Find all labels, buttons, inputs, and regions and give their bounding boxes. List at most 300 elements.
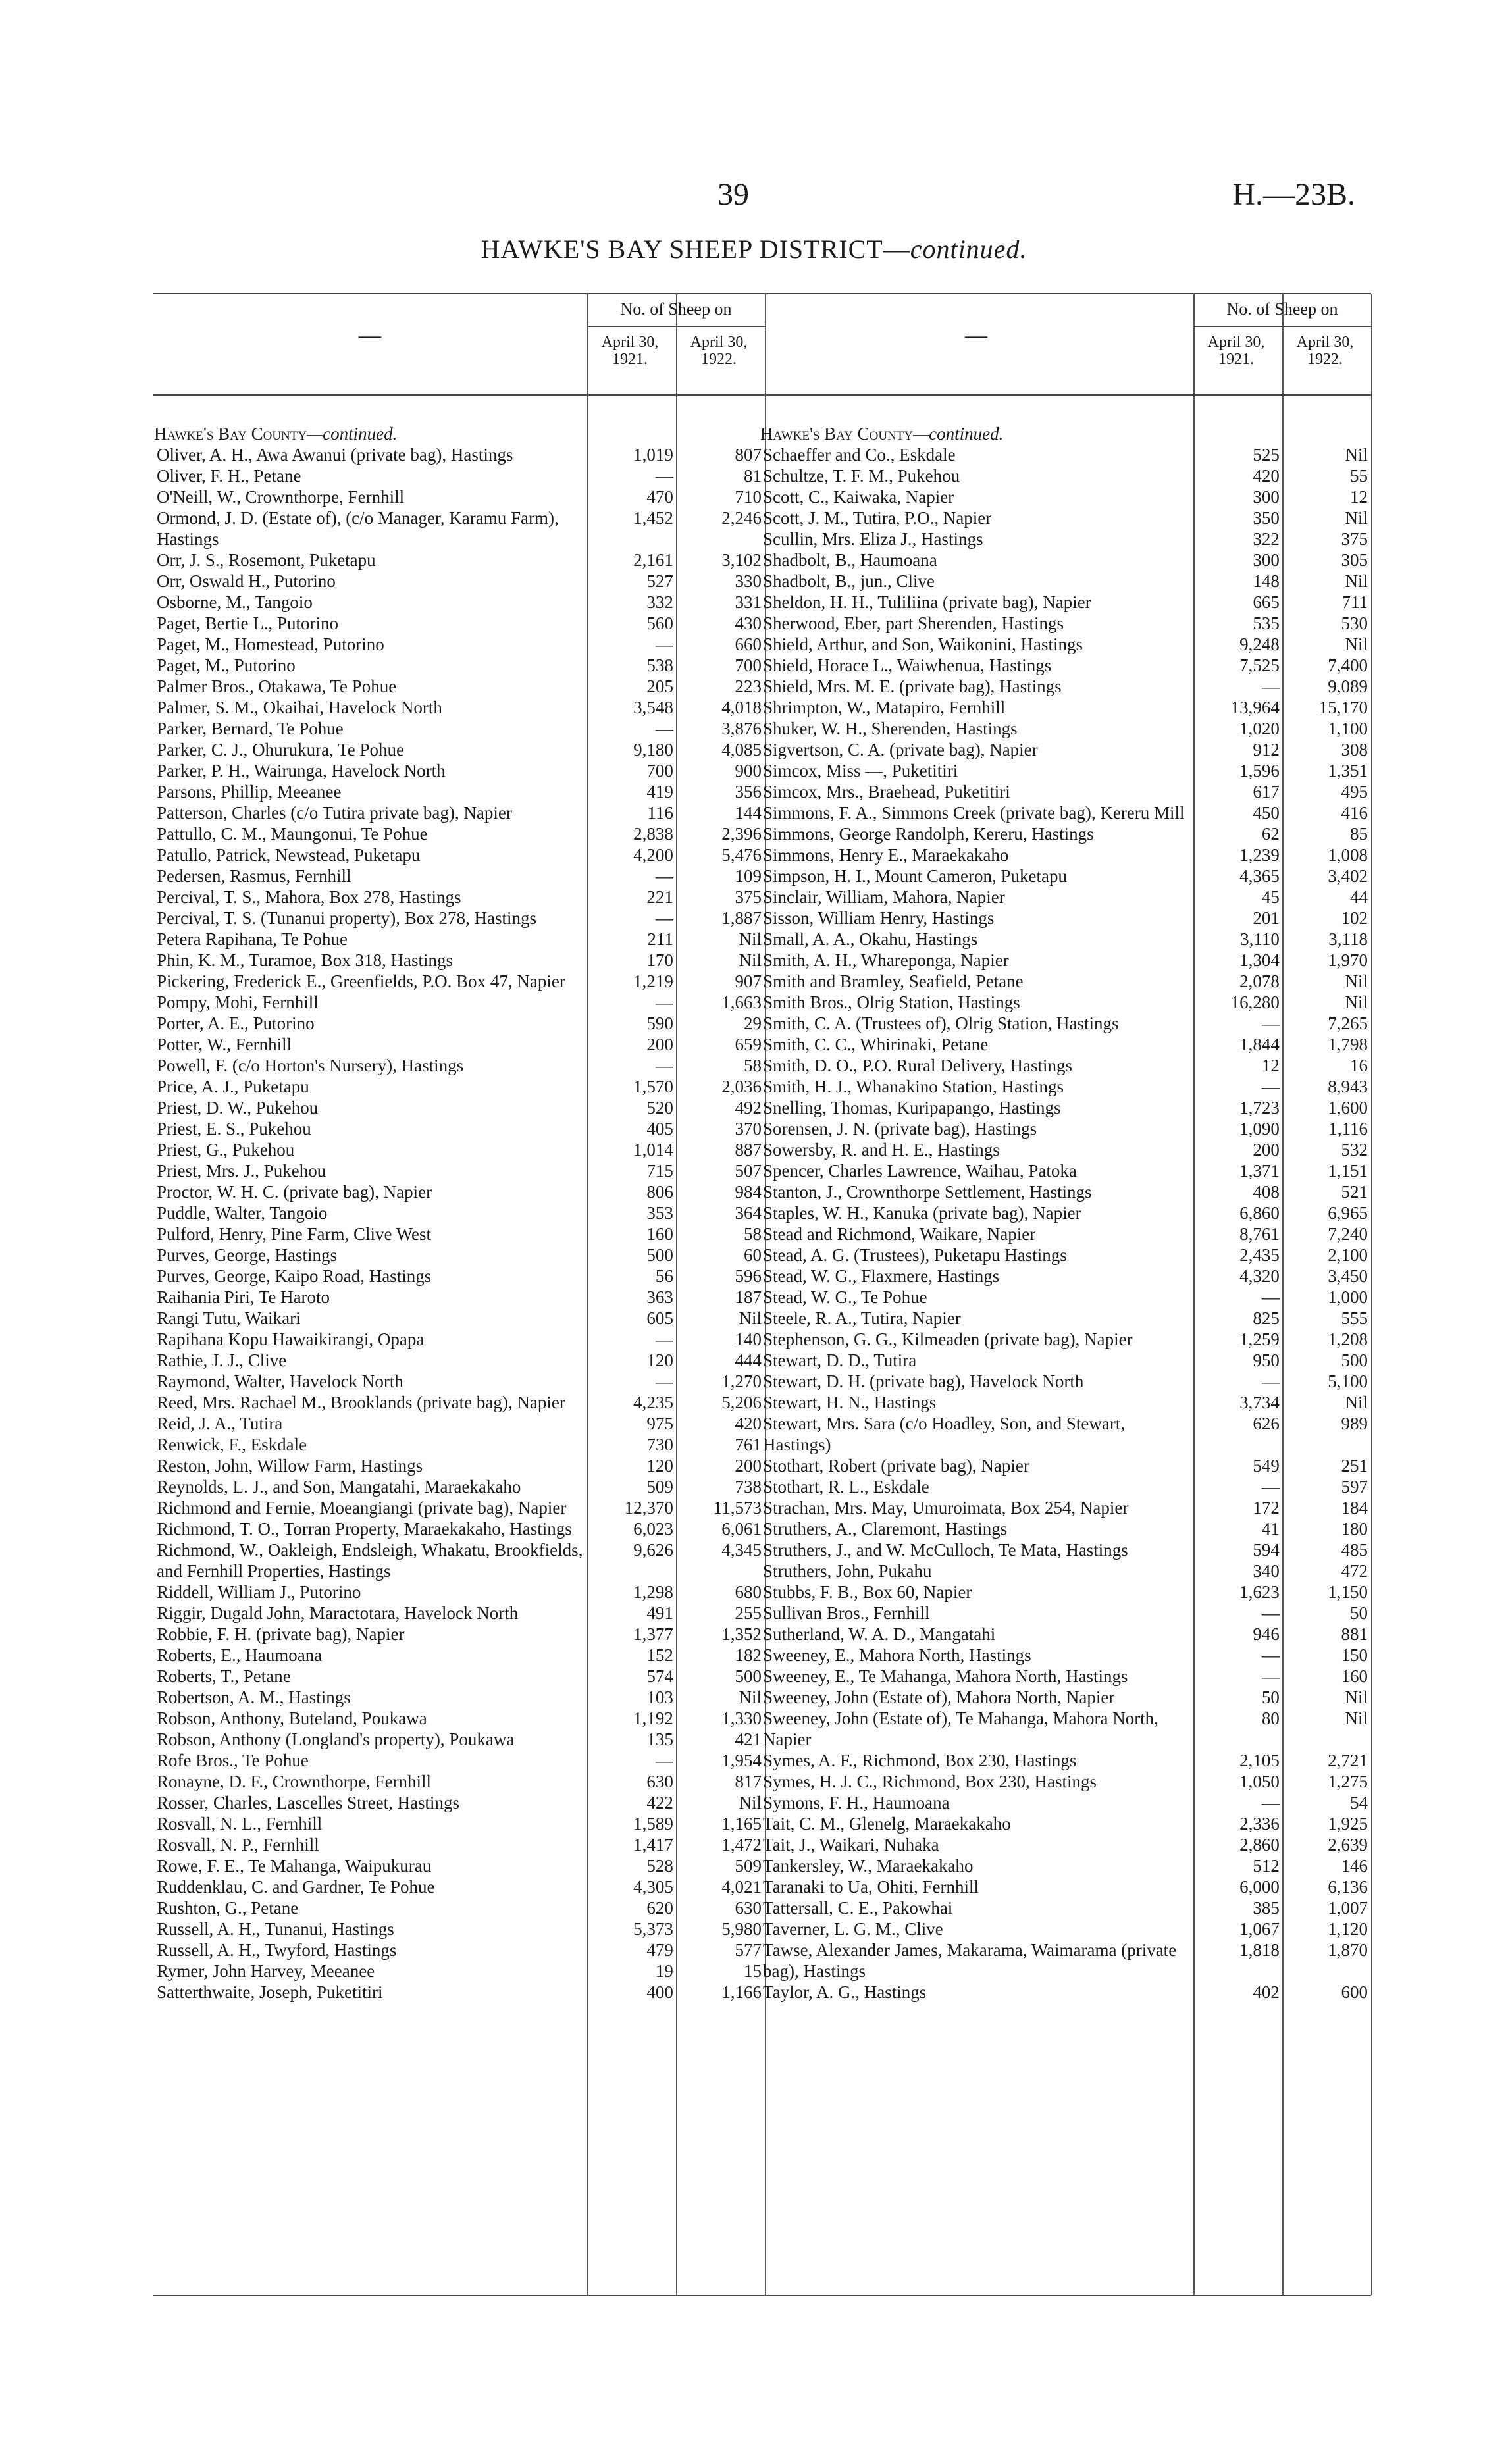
sheep-count-1922: 1,351	[1328, 761, 1368, 781]
sheep-count-1922: 102	[1341, 908, 1368, 928]
sheep-count-1922: 182	[735, 1645, 762, 1665]
sheep-count-1922: 495	[1341, 782, 1368, 802]
owner-name: Renwick, F., Eskdale	[157, 1435, 307, 1454]
sheep-count-1922: 2,036	[721, 1077, 762, 1096]
owner-name: Taylor, A. G., Hastings	[763, 1982, 927, 2002]
sheep-count-1922: Nil	[739, 929, 762, 949]
owner-name: Sisson, William Henry, Hastings	[763, 908, 995, 928]
table-row	[759, 1624, 1371, 1645]
owner-name: Schultze, T. F. M., Pukehou	[763, 466, 960, 486]
table-row	[759, 1645, 1371, 1666]
table-row	[759, 950, 1371, 971]
owner-name: Orr, J. S., Rosemont, Puketapu	[157, 550, 376, 570]
owner-name: O'Neill, W., Crownthorpe, Fernhill	[157, 487, 405, 507]
owner-name: Strachan, Mrs. May, Umuroimata, Box 254, Napier	[763, 1498, 1129, 1518]
sheep-count-1922: 184	[1341, 1498, 1368, 1518]
table-row	[759, 1223, 1371, 1245]
table-row	[759, 865, 1371, 886]
table-row	[759, 1518, 1371, 1539]
sheep-count-1921: —	[655, 1372, 673, 1391]
sheep-count-1921: —	[655, 634, 673, 654]
owner-name: Sweeney, E., Mahora North, Hastings	[763, 1645, 1031, 1665]
header-year-1922: April 30, 1922.	[1296, 334, 1354, 368]
owner-name: Shrimpton, W., Matapiro, Fernhill	[763, 698, 1006, 717]
table-row	[153, 1876, 765, 1897]
sheep-count-1922: 4,085	[721, 740, 762, 759]
owner-name: Simpson, H. I., Mount Cameron, Puketapu	[763, 866, 1067, 886]
sheep-count-1921: 332	[646, 592, 673, 612]
owner-name: Potter, W., Fernhill	[157, 1035, 292, 1054]
left-column-table	[153, 293, 765, 2296]
sheep-count-1921: 620	[646, 1898, 673, 1918]
sheep-count-1922: 140	[735, 1329, 762, 1349]
sheep-count-1921: 12,370	[624, 1498, 673, 1518]
table-row	[759, 992, 1371, 1013]
owner-name: Pompy, Mohi, Fernhill	[157, 992, 319, 1012]
sheep-count-1921: 605	[646, 1308, 673, 1328]
sheep-count-1922: 5,476	[721, 845, 762, 865]
owner-name: Taverner, L. G. M., Clive	[763, 1919, 943, 1939]
owner-name: Stewart, D. H. (private bag), Havelock North	[763, 1372, 1084, 1391]
sheep-count-1922: 4,345	[721, 1540, 762, 1560]
sheep-count-1922: 58	[743, 1056, 762, 1075]
owner-name: Roberts, T., Petane	[157, 1666, 291, 1686]
sheep-count-1922: 308	[1341, 740, 1368, 759]
sheep-count-1921: —	[1261, 677, 1280, 696]
sheep-count-1922: 4,018	[721, 698, 762, 717]
owner-name: Puddle, Walter, Tangoio	[157, 1203, 328, 1223]
table-row	[153, 1223, 765, 1245]
sheep-count-1921: 56	[655, 1266, 673, 1286]
sheep-count-1921: 353	[646, 1203, 673, 1223]
table-row	[759, 1350, 1371, 1371]
table-row	[759, 1476, 1371, 1497]
section-heading	[759, 423, 1371, 444]
sheep-count-1922: 1,120	[1328, 1919, 1368, 1939]
owner-name: Simmons, George Randolph, Kereru, Hastings	[763, 824, 1094, 844]
sheep-count-1921: 3,110	[1240, 929, 1280, 949]
owner-name: Simmons, F. A., Simmons Creek (private bag), Kereru Mill	[763, 803, 1185, 823]
owner-name: Raymond, Walter, Havelock North	[157, 1372, 403, 1391]
table-row	[153, 1792, 765, 1813]
table-row	[759, 929, 1371, 950]
table-row	[153, 1245, 765, 1266]
owner-name: Sigvertson, C. A. (private bag), Napier	[763, 740, 1038, 759]
sheep-count-1921: 950	[1253, 1350, 1280, 1370]
table-row	[759, 1455, 1371, 1476]
sheep-count-1921: —	[655, 719, 673, 738]
sheep-count-1921: —	[1261, 1077, 1280, 1096]
sheep-count-1921: 6,000	[1239, 1877, 1280, 1897]
table-row	[153, 1118, 765, 1139]
owner-name: Stewart, Mrs. Sara (c/o Hoadley, Son, and Stewart, Hastings)	[763, 1414, 1126, 1454]
sheep-count-1922: 330	[735, 571, 762, 591]
sheep-count-1921: —	[1261, 1666, 1280, 1686]
owner-name: Sinclair, William, Mahora, Napier	[763, 887, 1005, 907]
sheep-count-1922: 54	[1349, 1793, 1368, 1812]
owner-name: Stothart, Robert (private bag), Napier	[763, 1456, 1029, 1476]
owner-name: Smith, D. O., P.O. Rural Delivery, Hastings	[763, 1056, 1072, 1075]
sheep-count-1922: 356	[735, 782, 762, 802]
table-row	[759, 1287, 1371, 1308]
table-row	[759, 444, 1371, 465]
sheep-count-1922: 700	[735, 655, 762, 675]
sheep-count-1922: 907	[735, 971, 762, 991]
owner-name: Riddell, William J., Putorino	[157, 1582, 361, 1602]
owner-name: Shield, Mrs. M. E. (private bag), Hastings	[763, 677, 1062, 696]
section-heading	[153, 423, 765, 444]
table-row	[153, 1729, 765, 1750]
sheep-count-1921: 200	[1253, 1140, 1280, 1160]
sheep-count-1922: 81	[743, 466, 762, 486]
sheep-count-1922: 1,208	[1328, 1329, 1368, 1349]
sheep-count-1921: 1,417	[633, 1835, 673, 1855]
owner-name: Riggir, Dugald John, Maractotara, Havelock North	[157, 1603, 519, 1623]
sheep-count-1922: 600	[1341, 1982, 1368, 2002]
sheep-count-1922: 6,061	[721, 1519, 762, 1539]
sheep-count-1921: 13,964	[1230, 698, 1280, 717]
table-row	[759, 1603, 1371, 1624]
owner-name: Osborne, M., Tangoio	[157, 592, 313, 612]
table-row	[759, 1876, 1371, 1897]
sheep-count-1922: 500	[735, 1666, 762, 1686]
owner-name: Proctor, W. H. C. (private bag), Napier	[157, 1182, 432, 1202]
header-name-column: —	[965, 323, 987, 347]
sheep-count-1922: 1,970	[1328, 950, 1368, 970]
table-row	[153, 1539, 765, 1581]
sheep-count-1922: Nil	[1345, 1687, 1368, 1707]
table-row	[153, 507, 765, 550]
sheep-count-1921: 2,105	[1239, 1751, 1280, 1770]
sheep-count-1922: 817	[735, 1772, 762, 1791]
sheep-count-1922: Nil	[1345, 1708, 1368, 1728]
table-row	[759, 1371, 1371, 1392]
table-row	[153, 1518, 765, 1539]
table-header	[759, 294, 1371, 396]
sheep-count-1922: 596	[735, 1266, 762, 1286]
sheep-count-1922: 5,980	[721, 1919, 762, 1939]
sheep-count-1921: 4,305	[633, 1877, 673, 1897]
owner-name: Stead, A. G. (Trustees), Puketapu Hastings	[763, 1245, 1067, 1265]
sheep-count-1921: 322	[1253, 529, 1280, 549]
document-reference: H.—23B.	[1232, 177, 1355, 212]
table-row	[153, 1918, 765, 1939]
sheep-count-1921: 1,239	[1239, 845, 1280, 865]
sheep-count-1921: 1,259	[1239, 1329, 1280, 1349]
table-row	[759, 571, 1371, 592]
sheep-count-1922: 738	[735, 1477, 762, 1497]
table-row	[759, 908, 1371, 929]
sheep-count-1921: 528	[646, 1856, 673, 1876]
table-row	[153, 1308, 765, 1329]
sheep-count-1921: 62	[1261, 824, 1280, 844]
header-rule	[587, 326, 765, 327]
sheep-count-1922: 200	[735, 1456, 762, 1476]
sheep-count-1921: 350	[1253, 508, 1280, 528]
table-row	[153, 465, 765, 486]
sheep-count-1922: 984	[735, 1182, 762, 1202]
table-row	[153, 1455, 765, 1476]
table-row	[759, 1413, 1371, 1455]
table-row	[153, 1961, 765, 1982]
owner-name: Russell, A. H., Twyford, Hastings	[157, 1940, 397, 1960]
owner-name: Price, A. J., Puketapu	[157, 1077, 309, 1096]
header-name-column: —	[359, 323, 381, 347]
owner-name: Rofe Bros., Te Pohue	[157, 1751, 309, 1770]
sheep-count-1922: 6,136	[1328, 1877, 1368, 1897]
sheep-count-1922: 887	[735, 1140, 762, 1160]
owner-name: Smith, H. J., Whanakino Station, Hastings	[763, 1077, 1064, 1096]
sheep-count-1921: 9,626	[633, 1540, 673, 1560]
owner-name: Stead and Richmond, Waikare, Napier	[763, 1224, 1036, 1244]
sheep-count-1922: 1,100	[1328, 719, 1368, 738]
owner-name: Struthers, A., Claremont, Hastings	[763, 1519, 1008, 1539]
sheep-count-1921: 4,235	[633, 1393, 673, 1412]
table-row	[759, 1160, 1371, 1181]
table-row	[153, 1708, 765, 1729]
sheep-count-1922: 50	[1349, 1603, 1368, 1623]
sheep-count-1922: 223	[735, 677, 762, 696]
sheep-count-1922: 532	[1341, 1140, 1368, 1160]
table-row	[759, 592, 1371, 613]
sheep-count-1921: —	[655, 908, 673, 928]
owner-name: Rosser, Charles, Lascelles Street, Hastings	[157, 1793, 460, 1812]
table-row	[153, 655, 765, 676]
sheep-count-1922: 521	[1341, 1182, 1368, 1202]
sheep-count-1921: 1,304	[1239, 950, 1280, 970]
sheep-count-1922: Nil	[739, 950, 762, 970]
table-row	[759, 550, 1371, 571]
sheep-count-1921: —	[655, 1056, 673, 1075]
owner-name: Oliver, A. H., Awa Awanui (private bag), Hastings	[157, 445, 513, 465]
table-row	[759, 1666, 1371, 1687]
sheep-count-1921: 120	[646, 1350, 673, 1370]
table-row	[153, 718, 765, 739]
sheep-count-1922: Nil	[1345, 445, 1368, 465]
sheep-count-1921: 2,435	[1239, 1245, 1280, 1265]
owner-name: Struthers, John, Pukahu	[763, 1561, 932, 1581]
sheep-count-1921: 170	[646, 950, 673, 970]
owner-name: Stothart, R. L., Eskdale	[763, 1477, 929, 1497]
table-row	[153, 865, 765, 886]
sheep-count-1922: 187	[735, 1287, 762, 1307]
owner-name: Phin, K. M., Turamoe, Box 318, Hastings	[157, 950, 454, 970]
sheep-count-1922: 430	[735, 613, 762, 633]
sheep-count-1922: 2,100	[1328, 1245, 1368, 1265]
table-row	[153, 781, 765, 802]
sheep-count-1921: 700	[646, 761, 673, 781]
table-row	[759, 1939, 1371, 1982]
table-row	[153, 1771, 765, 1792]
sheep-count-1922: 85	[1349, 824, 1368, 844]
sheep-count-1921: 135	[646, 1730, 673, 1749]
sheep-count-1921: 2,838	[633, 824, 673, 844]
table-row	[759, 1076, 1371, 1097]
header-year-1922: April 30, 1922.	[690, 334, 748, 368]
owner-name: Rowe, F. E., Te Mahanga, Waipukurau	[157, 1856, 432, 1876]
table-row	[759, 1982, 1371, 2003]
table-row	[153, 697, 765, 718]
sheep-count-1921: 300	[1253, 550, 1280, 570]
sheep-count-1921: 2,161	[633, 550, 673, 570]
sheep-count-1922: 3,102	[721, 550, 762, 570]
owner-name: Satterthwaite, Joseph, Puketitiri	[157, 1982, 383, 2002]
sheep-count-1921: 385	[1253, 1898, 1280, 1918]
table-row	[153, 1603, 765, 1624]
sheep-count-1921: 806	[646, 1182, 673, 1202]
owner-name: Stead, W. G., Te Pohue	[763, 1287, 927, 1307]
sheep-count-1922: 58	[743, 1224, 762, 1244]
owner-name: Smith and Bramley, Seafield, Petane	[763, 971, 1024, 991]
sheep-count-1922: 29	[743, 1014, 762, 1033]
sheep-count-1921: 9,180	[633, 740, 673, 759]
table-row	[153, 571, 765, 592]
sheep-count-1922: 4,021	[721, 1877, 762, 1897]
sheep-count-1921: 1,596	[1239, 761, 1280, 781]
sheep-count-1921: 975	[646, 1414, 673, 1433]
sheep-count-1922: 807	[735, 445, 762, 465]
sheep-count-1921: 1,050	[1239, 1772, 1280, 1791]
owner-name: Shadbolt, B., Haumoana	[763, 550, 937, 570]
sheep-count-1922: 3,450	[1328, 1266, 1368, 1286]
sheep-count-1921: —	[655, 992, 673, 1012]
sheep-count-1921: 509	[646, 1477, 673, 1497]
owner-name: Stewart, D. D., Tutira	[763, 1350, 917, 1370]
owner-name: Priest, D. W., Pukehou	[157, 1098, 319, 1117]
sheep-count-1921: 221	[646, 887, 673, 907]
sheep-count-1921: 3,734	[1239, 1393, 1280, 1412]
owner-name: Rymer, John Harvey, Meeanee	[157, 1961, 375, 1981]
owner-name: Parker, P. H., Wairunga, Havelock North	[157, 761, 446, 781]
sheep-count-1921: 1,019	[633, 445, 673, 465]
owner-name: Shield, Arthur, and Son, Waikonini, Hastings	[763, 634, 1083, 654]
sheep-count-1922: 15	[743, 1961, 762, 1981]
sheep-count-1921: 50	[1261, 1687, 1280, 1707]
sheep-count-1922: 331	[735, 592, 762, 612]
table-row	[759, 718, 1371, 739]
table-row	[153, 1076, 765, 1097]
owner-name: Robson, Anthony, Buteland, Poukawa	[157, 1708, 427, 1728]
sheep-count-1921: 160	[646, 1224, 673, 1244]
sheep-count-1921: —	[1261, 1014, 1280, 1033]
owner-name: Reynolds, L. J., and Son, Mangatahi, Maraekakaho	[157, 1477, 521, 1497]
sheep-count-1922: 711	[1341, 592, 1368, 612]
table-row	[759, 1202, 1371, 1223]
owner-name: Rangi Tutu, Waikari	[157, 1308, 301, 1328]
table-row	[759, 1771, 1371, 1792]
sheep-count-1922: 1,008	[1328, 845, 1368, 865]
sheep-count-1922: 1,352	[721, 1624, 762, 1644]
owner-name: Roberts, E., Haumoana	[157, 1645, 323, 1665]
table-row	[153, 1055, 765, 1076]
owner-name: Oliver, F. H., Petane	[157, 466, 301, 486]
table-row	[153, 802, 765, 823]
sheep-count-1922: 2,639	[1328, 1835, 1368, 1855]
sheep-count-1922: 3,402	[1328, 866, 1368, 886]
table-row	[759, 1708, 1371, 1750]
sheep-count-1922: 160	[1341, 1666, 1368, 1686]
owner-name: Robertson, A. M., Hastings	[157, 1687, 351, 1707]
sheep-count-1921: 626	[1253, 1414, 1280, 1433]
table-row	[153, 676, 765, 697]
owner-name: Ormond, J. D. (Estate of), (c/o Manager, Karamu Farm), Hastings	[157, 508, 559, 549]
sheep-count-1921: 420	[1253, 466, 1280, 486]
sheep-count-1922: 1,600	[1328, 1098, 1368, 1117]
sheep-count-1922: Nil	[1345, 571, 1368, 591]
owner-name: Scott, J. M., Tutira, P.O., Napier	[763, 508, 992, 528]
sheep-count-1921: —	[1261, 1477, 1280, 1497]
owner-name: Ruddenklau, C. and Gardner, Te Pohue	[157, 1877, 435, 1897]
table-row	[153, 1624, 765, 1645]
owner-name: Porter, A. E., Putorino	[157, 1014, 315, 1033]
table-row	[759, 1792, 1371, 1813]
sheep-count-1922: 8,943	[1328, 1077, 1368, 1096]
table-row	[153, 1813, 765, 1834]
owner-name: Smith Bros., Olrig Station, Hastings	[763, 992, 1020, 1012]
owner-name: Robson, Anthony (Longland's property), Poukawa	[157, 1730, 515, 1749]
owner-name: Sowersby, R. and H. E., Hastings	[763, 1140, 1000, 1160]
table-row	[153, 971, 765, 992]
sheep-count-1921: 715	[646, 1161, 673, 1181]
sheep-count-1922: 255	[735, 1603, 762, 1623]
owner-name: Tankersley, W., Maraekakaho	[763, 1856, 974, 1876]
table-row	[759, 1329, 1371, 1350]
owner-name: Powell, F. (c/o Horton's Nursery), Hastings	[157, 1056, 464, 1075]
table-row	[153, 992, 765, 1013]
owner-name: Shadbolt, B., jun., Clive	[763, 571, 935, 591]
sheep-count-1921: —	[655, 466, 673, 486]
table-row	[759, 507, 1371, 528]
owner-name: Sherwood, Eber, part Sherenden, Hastings	[763, 613, 1064, 633]
owner-name: Paget, M., Homestead, Putorino	[157, 634, 384, 654]
owner-name: Richmond, T. O., Torran Property, Maraekakaho, Hastings	[157, 1519, 572, 1539]
owner-name: Petera Rapihana, Te Pohue	[157, 929, 348, 949]
table-row	[153, 1581, 765, 1603]
owner-name: Stubbs, F. B., Box 60, Napier	[763, 1582, 972, 1602]
table-row	[759, 1013, 1371, 1034]
sheep-count-1921: 535	[1253, 613, 1280, 633]
sheep-count-1921: 12	[1261, 1056, 1280, 1075]
sheep-count-1921: 9,248	[1239, 634, 1280, 654]
owner-name: Parsons, Phillip, Meeanee	[157, 782, 342, 802]
owner-name: Pickering, Frederick E., Greenfields, P.O. Box 47, Napier	[157, 971, 565, 991]
table-row	[153, 1266, 765, 1287]
table-row	[759, 1392, 1371, 1413]
owner-name: Richmond and Fernie, Moeangiangi (private bag), Napier	[157, 1498, 567, 1518]
sheep-count-1921: 1,844	[1239, 1035, 1280, 1054]
title-continued: continued.	[910, 234, 1027, 264]
sheep-count-1921: 211	[647, 929, 673, 949]
table-row	[153, 929, 765, 950]
owner-name: Paget, Bertie L., Putorino	[157, 613, 338, 633]
owner-name: Staples, W. H., Kanuka (private bag), Napier	[763, 1203, 1081, 1223]
sheep-count-1922: 1,925	[1328, 1814, 1368, 1834]
sheep-count-1922: 989	[1341, 1414, 1368, 1433]
owner-name: Rapihana Kopu Hawaikirangi, Opapa	[157, 1329, 425, 1349]
sheep-count-1922: 5,206	[721, 1393, 762, 1412]
owner-name: Rosvall, N. P., Fernhill	[157, 1835, 319, 1855]
sheep-count-1922: 1,870	[1328, 1940, 1368, 1960]
table-row	[153, 550, 765, 571]
table-row	[153, 1476, 765, 1497]
sheep-count-1922: 485	[1341, 1540, 1368, 1560]
sheep-count-1921: 422	[646, 1793, 673, 1812]
sheep-count-1921: 560	[646, 613, 673, 633]
owner-name: Struthers, J., and W. McCulloch, Te Mata, Hastings	[763, 1540, 1128, 1560]
table-row	[759, 802, 1371, 823]
continued-label: —continued.	[307, 424, 398, 444]
sheep-count-1922: 7,400	[1328, 655, 1368, 675]
